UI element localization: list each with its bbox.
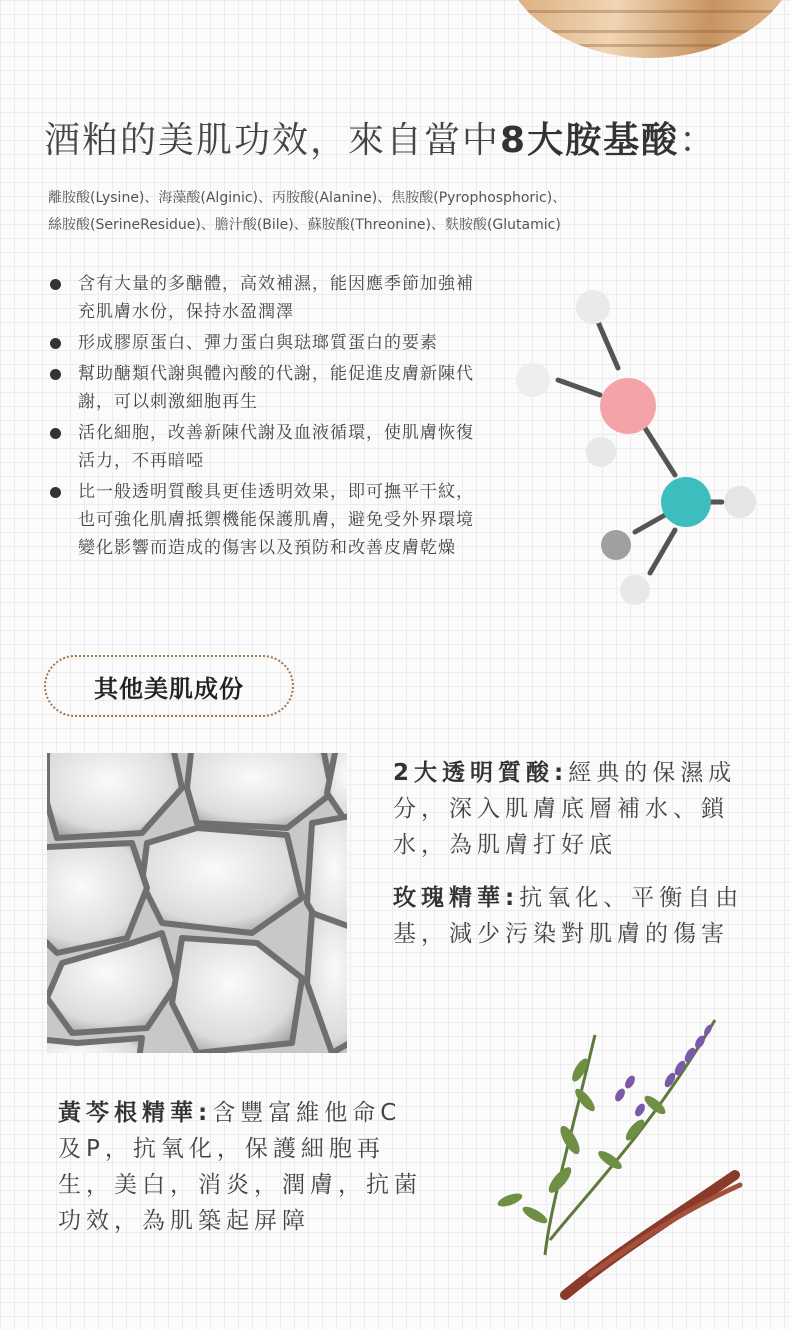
- ingredient-desc: 經典的保濕成分，深入肌膚底層補水、鎖水，為肌膚打好底: [393, 760, 737, 858]
- teal-atom-icon: [661, 477, 711, 527]
- benefit-item: 形成膠原蛋白、彈力蛋白與琺瑯質蛋白的要素: [48, 329, 488, 357]
- benefit-item: 含有大量的多醣體，高效補濕，能因應季節加強補充肌膚水份，保持水盈潤澤: [48, 270, 488, 326]
- scutellaria-herb-image: [470, 1010, 760, 1300]
- ingredient-name: 2大透明質酸:: [393, 760, 569, 786]
- pink-atom-icon: [600, 378, 656, 434]
- page-headline: [44, 112, 717, 163]
- headline-suffix: ：: [679, 120, 718, 161]
- ingredient-rose: [393, 880, 763, 952]
- section-title-badge: [44, 655, 294, 717]
- ingredient-scutellaria: [58, 1095, 428, 1239]
- bullet-dot-icon: [50, 487, 61, 498]
- amino-acid-line: 絲胺酸(SerineResidue)、膽汁酸(Bile)、蘇胺酸(Threonine)、麩胺酸(Glutamic): [48, 217, 561, 233]
- headline-bold: 8大胺基酸: [500, 120, 680, 161]
- benefit-item: 比一般透明質酸具更佳透明效果，即可撫平干紋，也可強化肌膚抵禦機能保護肌膚，避免受外界環境變化影響而造成的傷害以及預防和改善皮膚乾燥: [48, 478, 488, 562]
- bullet-dot-icon: [50, 279, 61, 290]
- benefit-item: 活化細胞，改善新陳代謝及血液循環，使肌膚恢復活力，不再暗啞: [48, 419, 488, 475]
- benefit-list: [48, 270, 488, 565]
- benefit-item: 幫助醣類代謝與體內酸的代謝，能促進皮膚新陳代謝，可以刺激細胞再生: [48, 360, 488, 416]
- bullet-dot-icon: [50, 338, 61, 349]
- ingredient-name: 黃芩根精華:: [58, 1100, 213, 1126]
- amino-acid-list: [48, 185, 748, 239]
- ingredient-hyaluronic: [393, 755, 763, 863]
- section-title: 其他美肌成份: [94, 674, 244, 703]
- ingredient-desc: 抗氧化、平衡自由基，減少污染對肌膚的傷害: [393, 885, 744, 947]
- amino-acid-line: 離胺酸(Lysine)、海藻酸(Alginic)、丙胺酸(Alanine)、焦胺酸(Pyrophosphoric)、: [48, 190, 567, 206]
- ingredient-desc: 含豐富維他命C及P，抗氧化，保護細胞再生，美白，消炎，潤膚，抗菌功效，為肌築起屏障: [58, 1100, 422, 1234]
- hyaluronic-bubble-image: [47, 753, 347, 1053]
- headline-prefix: 酒粕的美肌功效，來自當中: [44, 120, 501, 161]
- bullet-dot-icon: [50, 428, 61, 439]
- wooden-tray-image: [500, 0, 790, 58]
- bullet-dot-icon: [50, 369, 61, 380]
- molecule-illustration: [500, 270, 780, 620]
- ingredient-name: 玫瑰精華:: [393, 885, 520, 911]
